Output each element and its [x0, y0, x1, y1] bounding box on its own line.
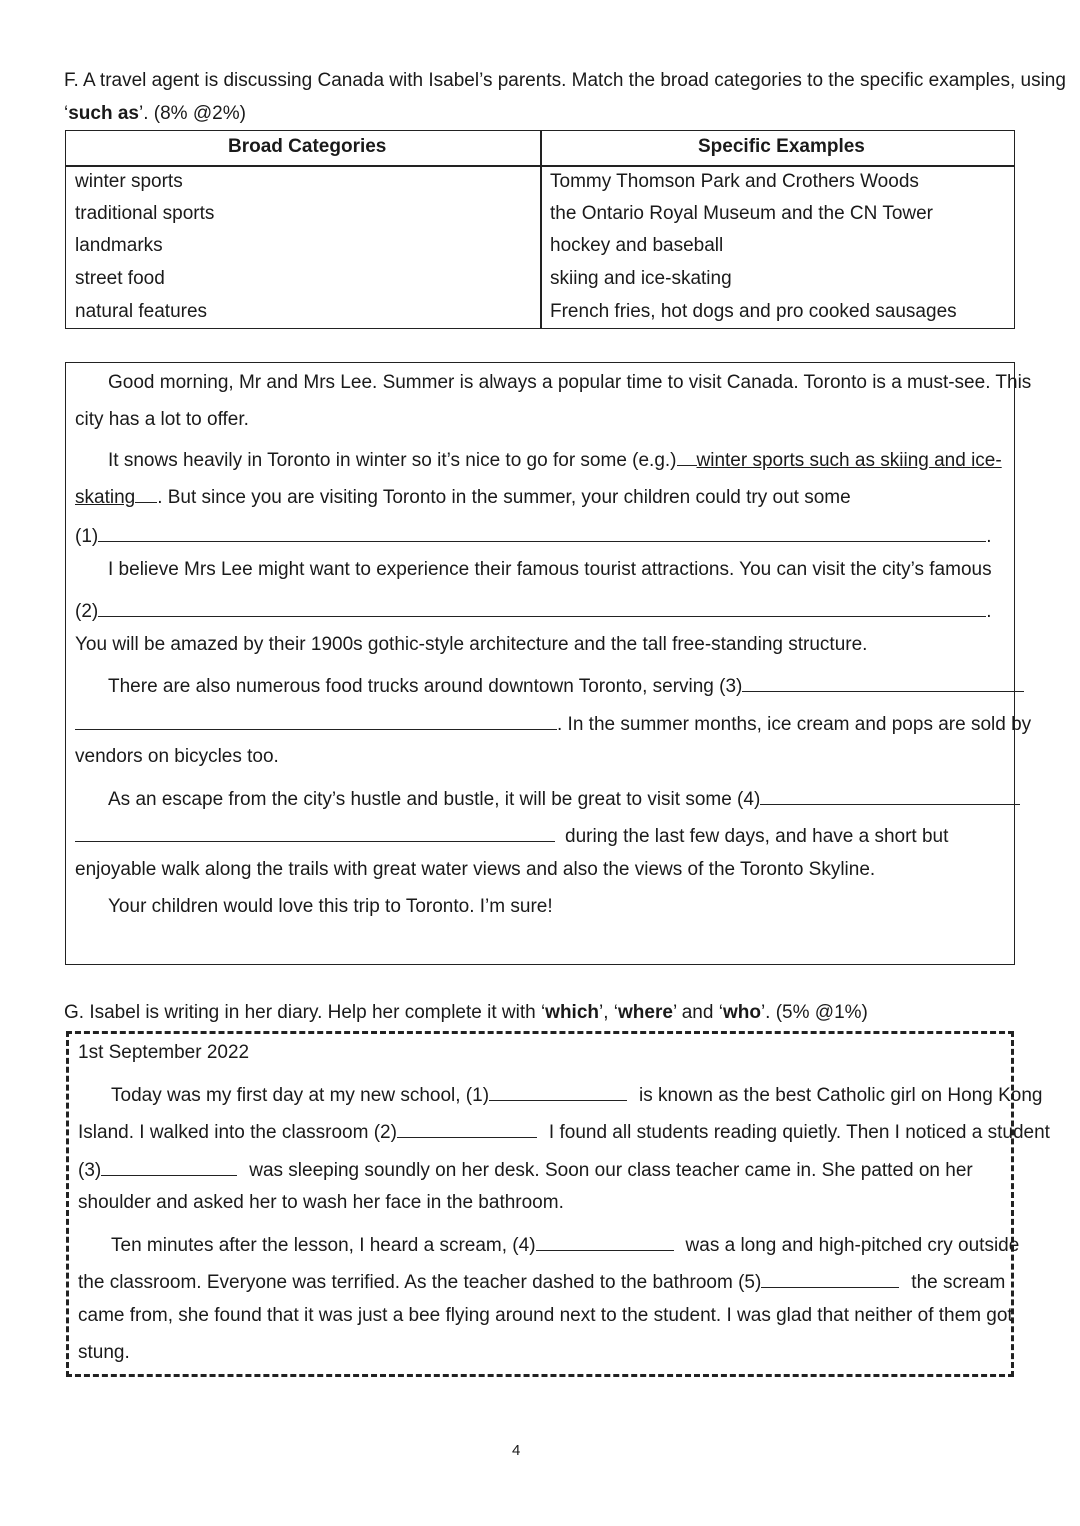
diary-text: is known as the best Catholic girl on Hong Kong [639, 1085, 1043, 1106]
broad-category-cell: landmarks [75, 235, 163, 256]
blank-pad [135, 484, 157, 503]
passage-text: There are also numerous food trucks around downtown Toronto, serving (3) [108, 676, 743, 697]
passage-text: As an escape from the city’s hustle and bustle, it will be great to visit some (4) [108, 789, 761, 810]
blank-pad [677, 447, 697, 466]
answer-blank-2[interactable] [98, 596, 986, 617]
diary-line [78, 1155, 973, 1182]
diary-text: was sleeping soundly on her desk. Soon our class teacher came in. She patted on her [249, 1160, 973, 1181]
travel-agent-passage [65, 362, 1032, 965]
diary-text: I found all students reading quietly. Then I noticed a student [548, 1122, 1050, 1143]
quote-mark: ‘ [64, 103, 69, 124]
passage-text: . But since you are visiting Toronto in the summer, your children could try out some [157, 487, 851, 508]
diary-text: was a long and high-pitched cry outside [685, 1235, 1020, 1256]
header-specific-examples: Specific Examples [698, 136, 865, 157]
passage-line: enjoyable walk along the trails with great water views and also the views of the Toronto Skyline. [75, 859, 876, 880]
diary-text: Ten minutes after the lesson, I heard a scream, (4) [111, 1235, 536, 1256]
page-number: 4 [512, 1442, 521, 1459]
diary-line [111, 1230, 1019, 1257]
diary-line: shoulder and asked her to wash her face in the bathroom. [78, 1192, 564, 1213]
section-f-instruction [64, 70, 1066, 92]
period: . [986, 526, 992, 547]
passage-line: You will be amazed by their 1900s gothic-style architecture and the tall free-standing structure. [75, 634, 868, 655]
broad-category-cell: street food [75, 268, 165, 289]
diary-line: came from, she found that it was just a bee flying around next to the student. I was glad that neither of them got [78, 1305, 1013, 1326]
specific-example-cell: French fries, hot dogs and pro cooked sausages [550, 301, 957, 322]
diary-blank-3[interactable] [101, 1155, 237, 1176]
instruction-text: ’. (5% @1%) [760, 1002, 868, 1023]
broad-category-cell: natural features [75, 301, 208, 322]
section-f-instruction-cont [64, 103, 246, 125]
period: . [986, 601, 992, 622]
header-broad-categories: Broad Categories [228, 136, 387, 157]
instruction-text: ’, ‘ [599, 1002, 619, 1023]
instruction-text: F. A travel agent is discussing Canada with Isabel’s parents. Match the broad categories to the specific examples, using [64, 70, 1066, 91]
table-divider [540, 131, 542, 328]
diary-blank-5[interactable] [761, 1267, 899, 1288]
keyword-such-as: such as [68, 103, 139, 124]
categories-table [65, 130, 1015, 329]
keyword-where: where [618, 1002, 673, 1023]
marks-text: ’. (8% @2%) [139, 103, 246, 124]
diary-text: (3) [78, 1160, 102, 1181]
passage-line: Good morning, Mr and Mrs Lee. Summer is always a popular time to visit Canada. Toronto is a must-see. This [108, 372, 1032, 393]
diary-text: the classroom. Everyone was terrified. As the teacher dashed to the bathroom (5) [78, 1272, 762, 1293]
diary-text: Island. I walked into the classroom (2) [78, 1122, 397, 1143]
example-answer: winter sports such as skiing and ice- [696, 450, 1002, 471]
answer-blank-3[interactable] [742, 671, 1024, 692]
passage-line: vendors on bicycles too. [75, 746, 279, 767]
instruction-text: G. Isabel is writing in her diary. Help her complete it with ‘ [64, 1002, 546, 1023]
passage-line [108, 671, 1024, 698]
passage-line [75, 484, 851, 509]
passage-text: It snows heavily in Toronto in winter so it’s nice to go for some (e.g.) [108, 450, 677, 471]
specific-example-cell: Tommy Thomson Park and Crothers Woods [550, 171, 919, 192]
diary-line [78, 1117, 1050, 1144]
blank-number: (1) [75, 526, 99, 547]
passage-line [108, 447, 1002, 472]
passage-line [75, 709, 1031, 736]
specific-example-cell: the Ontario Royal Museum and the CN Tower [550, 203, 933, 224]
broad-category-cell: traditional sports [75, 203, 215, 224]
passage-text: during the last few days, and have a short but [565, 826, 949, 847]
specific-example-cell: skiing and ice-skating [550, 268, 732, 289]
answer-blank-1[interactable] [98, 521, 986, 542]
answer-blank-3-cont[interactable] [75, 709, 557, 730]
answer-blank-4[interactable] [760, 784, 1020, 805]
table-header-rule [66, 165, 1014, 167]
diary-blank-2[interactable] [397, 1117, 537, 1138]
diary-line [78, 1267, 1005, 1294]
diary-blank-4[interactable] [536, 1230, 674, 1251]
specific-example-cell: hockey and baseball [550, 235, 724, 256]
passage-text: . In the summer months, ice cream and pops are sold by [557, 714, 1032, 735]
section-g-instruction [64, 1002, 868, 1024]
diary-text: the scream [911, 1272, 1006, 1293]
example-answer-cont: skating [75, 487, 136, 508]
passage-line: Your children would love this trip to Toronto. I’m sure! [108, 896, 553, 917]
keyword-who: who [722, 1002, 761, 1023]
diary-date: 1st September 2022 [78, 1042, 250, 1063]
diary-entry-box [66, 1031, 1050, 1377]
passage-line: city has a lot to offer. [75, 409, 249, 430]
answer-line-2 [75, 596, 992, 623]
answer-line-1 [75, 521, 992, 548]
diary-line: stung. [78, 1342, 130, 1363]
blank-number: (2) [75, 601, 99, 622]
passage-line [75, 821, 948, 848]
instruction-text: ’ and ‘ [672, 1002, 723, 1023]
diary-text: Today was my first day at my new school, (1) [111, 1085, 490, 1106]
answer-blank-4-cont[interactable] [75, 821, 555, 842]
passage-line [108, 784, 1020, 811]
diary-line [111, 1080, 1042, 1107]
passage-line: I believe Mrs Lee might want to experience their famous tourist attractions. You can visit the city’s famous [108, 559, 992, 580]
diary-blank-1[interactable] [489, 1080, 627, 1101]
keyword-which: which [545, 1002, 600, 1023]
broad-category-cell: winter sports [75, 171, 183, 192]
